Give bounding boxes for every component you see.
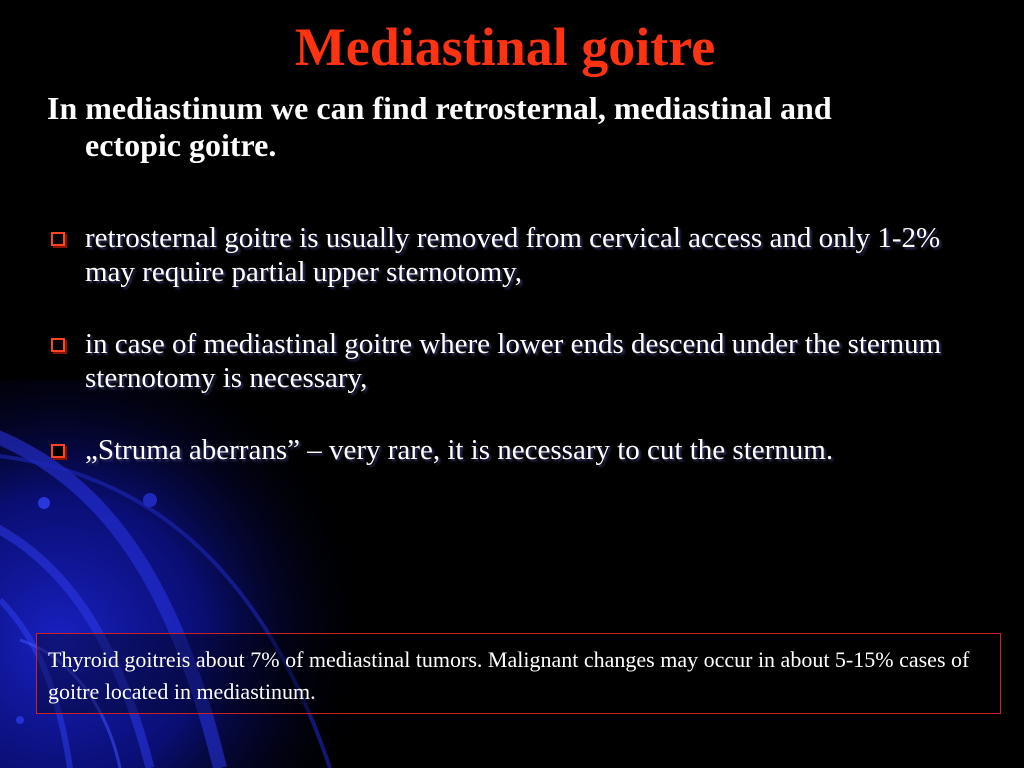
note-text: Thyroid goitreis about 7% of mediastinal tumors. Malignant changes may occur in about 5-15% cases of goitre located in mediastinum. [48, 647, 970, 704]
bullet-item [47, 221, 967, 289]
bullet-item [47, 433, 967, 467]
bullet-text: „Struma aberrans” – very rare, it is necessary to cut the sternum. [85, 434, 834, 466]
bullet-text: in case of mediastinal goitre where lower ends descend under the sternum sternotomy is necessary, [85, 328, 942, 394]
note-box [36, 633, 1001, 714]
bullet-text: retrosternal goitre is usually removed from cervical access and only 1-2% may require partial upper sternotomy, [85, 222, 941, 288]
slide-title: Mediastinal goitre [294, 17, 716, 77]
square-bullet-icon [51, 444, 65, 458]
square-bullet-icon [51, 338, 65, 352]
square-bullet-icon [51, 232, 65, 246]
intro-text: In mediastinum we can find retrosternal, mediastinal and ectopic goitre. [47, 90, 832, 163]
bullet-list [47, 221, 967, 467]
bullet-item [47, 327, 967, 395]
